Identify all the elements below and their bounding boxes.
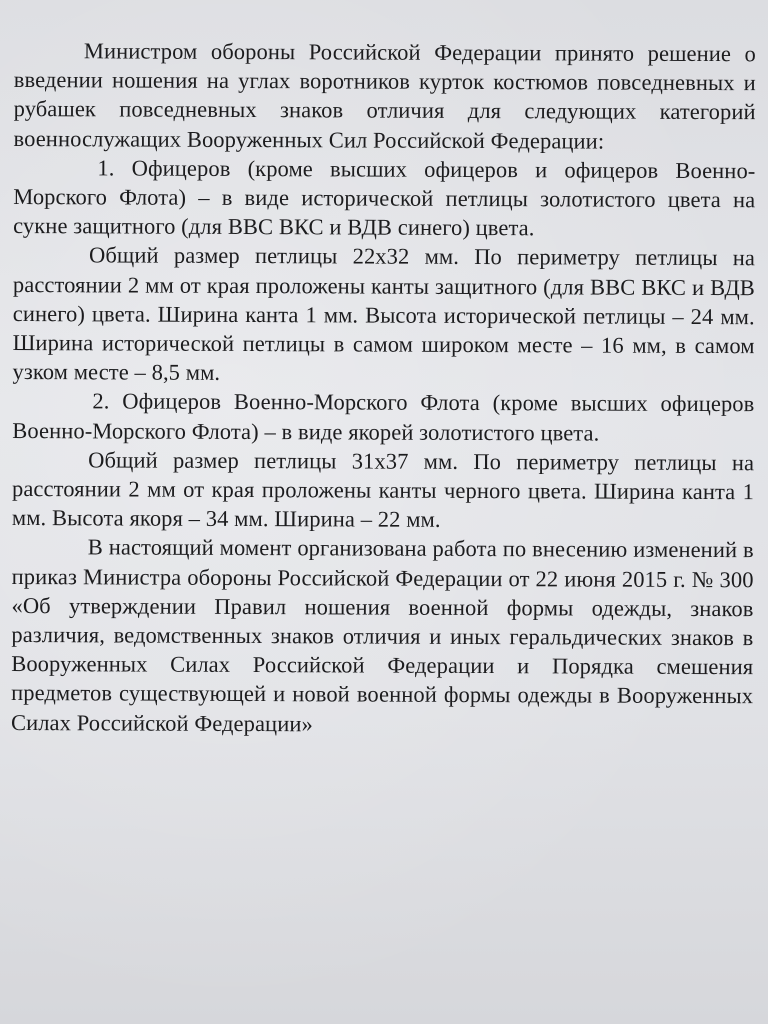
paragraph-item-2: 2. Офицеров Военно-Морского Флота (кроме высших офицеров Военно-Морского Флота) – в виде якорей золотистого цвета. (12, 388, 755, 446)
paragraph-decision: Министром обороны Российской Федерации принято решение о введении ношения на углах воротников курток костюмов повседневных и рубашек повседневных знаков отличия для следующих категорий военнослужащих Вооруженных Сил Российской Федерации: (13, 38, 756, 154)
document-body (11, 36, 756, 740)
paragraph-item-1: 1. Офицеров (кроме высших офицеров и офицеров Военно-Морского Флота) – в виде исторической петлицы золотистого цвета на сукне защитного (для ВВС ВКС и ВДВ синего) цвета. (13, 155, 756, 241)
paragraph-order-changes: В настоящий момент организована работа по внесению изменений в приказ Министра обороны Российской Федерации от 22 июня 2015 г. № 300 «Об утверждении Правил ношения военной формы одежды, знаков различия, ведомственных знаков отличия и иных геральдических знаков в Вооруженных Силах Российской Федерации и Порядка смешения предметов существующей и новой военной формы одежды в Вооруженных Силах Российской Федерации» (10, 534, 754, 736)
paragraph-item-2-details: Общий размер петлицы 31х37 мм. По периметру петлицы на расстоянии 2 мм от края проложены канты черного цвета. Ширина канта 1 мм. Высота якоря – 34 мм. Ширина – 22 мм. (11, 447, 755, 533)
paragraph-item-1-details: Общий размер петлицы 22х32 мм. По периметру петлицы на расстоянии 2 мм от края проложены канты защитного (для ВВС ВКС и ВДВ синего) цвета. Ширина канта 1 мм. Высота исторической петлицы – 24 мм. Ширина исторической петлицы в самом широком месте – 16 мм, в самом узком месте – 8,5 мм. (12, 242, 756, 386)
